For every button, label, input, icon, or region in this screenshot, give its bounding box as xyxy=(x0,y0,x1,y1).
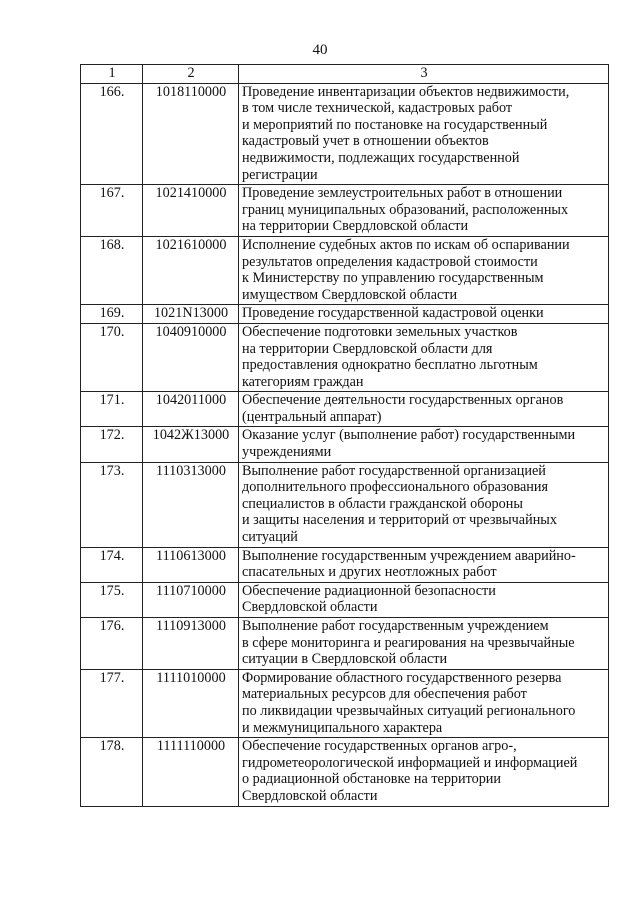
column-header-description: 3 xyxy=(239,65,609,84)
row-code: 1018110000 xyxy=(143,83,239,185)
table-row xyxy=(81,185,609,237)
budget-codes-table xyxy=(80,64,609,807)
row-code: 1021610000 xyxy=(143,236,239,304)
table-row xyxy=(81,392,609,427)
row-number: 173. xyxy=(81,462,143,547)
table-row xyxy=(81,305,609,324)
table-body xyxy=(81,83,609,806)
row-number: 175. xyxy=(81,582,143,617)
row-code: 1042Ж13000 xyxy=(143,427,239,462)
row-code: 1111010000 xyxy=(143,669,239,737)
column-header-code: 2 xyxy=(143,65,239,84)
table-row xyxy=(81,738,609,806)
row-description: Выполнение работ государственной организацией дополнительного профессионального образования специалистов в области гражданской обороны и защиты населения и территорий от чрезвычайных ситуаций xyxy=(239,462,609,547)
column-header-number: 1 xyxy=(81,65,143,84)
table-row xyxy=(81,582,609,617)
row-code: 1110313000 xyxy=(143,462,239,547)
row-number: 174. xyxy=(81,547,143,582)
row-code: 1110710000 xyxy=(143,582,239,617)
table-row xyxy=(81,427,609,462)
row-description: Оказание услуг (выполнение работ) государственными учреждениями xyxy=(239,427,609,462)
row-number: 171. xyxy=(81,392,143,427)
row-description: Выполнение государственным учреждением аварийно- спасательных и других неотложных работ xyxy=(239,547,609,582)
row-number: 172. xyxy=(81,427,143,462)
row-number: 178. xyxy=(81,738,143,806)
row-description: Проведение инвентаризации объектов недвижимости, в том числе технической, кадастровых работ и мероприятий по постановке на государственный кадастровый учет в отношении объектов недвижимости, подлежащих государственной регистрации xyxy=(239,83,609,185)
row-description: Обеспечение государственных органов агро-, гидрометеорологической информацией и информацией о радиационной обстановке на территории Свердловской области xyxy=(239,738,609,806)
row-description: Обеспечение подготовки земельных участков на территории Свердловской области для предоставления однократно бесплатно льготным категориям граждан xyxy=(239,323,609,391)
row-description: Проведение землеустроительных работ в отношении границ муниципальных образований, расположенных на территории Свердловской области xyxy=(239,185,609,237)
row-code: 1021410000 xyxy=(143,185,239,237)
table-row xyxy=(81,462,609,547)
row-code: 1021N13000 xyxy=(143,305,239,324)
row-code: 1040910000 xyxy=(143,323,239,391)
row-code: 1111110000 xyxy=(143,738,239,806)
row-code: 1110913000 xyxy=(143,618,239,670)
row-code: 1042011000 xyxy=(143,392,239,427)
row-number: 177. xyxy=(81,669,143,737)
row-number: 167. xyxy=(81,185,143,237)
table-header-row xyxy=(81,65,609,84)
table-row xyxy=(81,547,609,582)
table-row xyxy=(81,618,609,670)
row-description: Обеспечение деятельности государственных органов (центральный аппарат) xyxy=(239,392,609,427)
row-description: Проведение государственной кадастровой оценки xyxy=(239,305,609,324)
row-description: Выполнение работ государственным учреждением в сфере мониторинга и реагирования на чрезвычайные ситуации в Свердловской области xyxy=(239,618,609,670)
table-row xyxy=(81,83,609,185)
row-code: 1110613000 xyxy=(143,547,239,582)
row-number: 170. xyxy=(81,323,143,391)
table-row xyxy=(81,323,609,391)
row-description: Обеспечение радиационной безопасности Свердловской области xyxy=(239,582,609,617)
row-number: 168. xyxy=(81,236,143,304)
row-description: Исполнение судебных актов по искам об оспаривании результатов определения кадастровой стоимости к Министерству по управлению государственным имуществом Свердловской области xyxy=(239,236,609,304)
row-description: Формирование областного государственного резерва материальных ресурсов для обеспечения работ по ликвидации чрезвычайных ситуаций регионального и межмуниципального характера xyxy=(239,669,609,737)
row-number: 166. xyxy=(81,83,143,185)
row-number: 176. xyxy=(81,618,143,670)
page-number: 40 xyxy=(312,42,328,58)
row-number: 169. xyxy=(81,305,143,324)
table-row xyxy=(81,669,609,737)
table-row xyxy=(81,236,609,304)
